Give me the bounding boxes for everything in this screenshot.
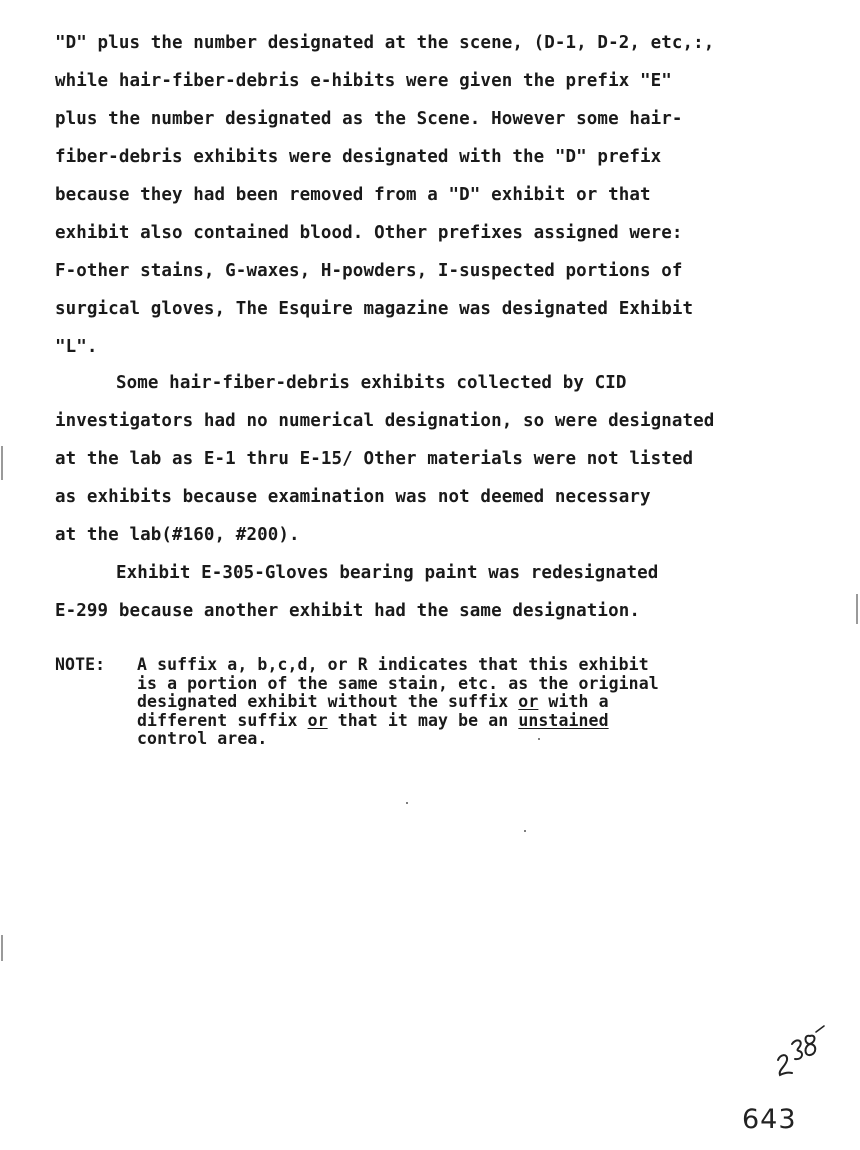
- scan-edge-mark: [856, 594, 858, 624]
- note-line: control area.: [137, 729, 268, 748]
- text-line: "D" plus the number designated at the scene, (D-1, D-2, etc,:,: [55, 33, 715, 53]
- scan-speck: [406, 802, 408, 804]
- text-line: surgical gloves, The Esquire magazine was designated Exhibit: [55, 299, 694, 319]
- note-text: A suffix a, b,c,d, or R indicates that this exhibit: [137, 655, 649, 674]
- note-line: [55, 712, 659, 731]
- note-line: [55, 656, 659, 675]
- note-text: that it may be an: [327, 710, 519, 730]
- note-text: different suffix: [137, 710, 308, 730]
- text-line: F-other stains, G-waxes, H-powders, I-suspected portions of: [55, 261, 683, 281]
- paragraph-cid-exhibits: [55, 364, 714, 554]
- note-text: with a: [538, 692, 609, 711]
- text-line: plus the number designated as the Scene. However some hair-: [55, 109, 683, 129]
- note-label: NOTE:: [55, 655, 106, 674]
- note-line: is a portion of the same stain, etc. as the original: [137, 673, 659, 693]
- text-line: fiber-debris exhibits were designated with the "D" prefix: [55, 147, 662, 167]
- text-line: Exhibit E-305-Gloves bearing paint was redesignated: [116, 563, 659, 583]
- text-line: because they had been removed from a "D" exhibit or that: [55, 185, 651, 205]
- text-line: Some hair-fiber-debris exhibits collected by CID: [116, 373, 627, 393]
- text-line: while hair-fiber-debris e-hibits were given the prefix "E": [55, 71, 672, 91]
- handwritten-page-number-icon: [770, 1020, 830, 1080]
- scan-speck: [524, 830, 526, 832]
- scan-edge-mark: [1, 446, 3, 480]
- paragraph-exhibit-prefixes: [55, 24, 714, 366]
- text-line: exhibit also contained blood. Other prefixes assigned were:: [55, 223, 683, 243]
- text-line: E-299 because another exhibit had the same designation.: [55, 601, 640, 621]
- note-text: designated exhibit without the suffix: [137, 692, 519, 711]
- underlined-word: or: [307, 710, 328, 730]
- text-line: "L".: [55, 337, 98, 357]
- scan-speck: [538, 738, 540, 740]
- text-line: at the lab(#160, #200).: [55, 525, 300, 545]
- page-number: 643: [742, 1104, 797, 1135]
- scan-edge-mark: [1, 935, 3, 961]
- text-line: at the lab as E-1 thru E-15/ Other materials were not listed: [55, 449, 694, 469]
- text-line: investigators had no numerical designation, so were designated: [55, 411, 715, 431]
- note-block: [55, 656, 659, 749]
- underlined-word: unstained: [518, 710, 609, 730]
- note-line: [55, 693, 659, 712]
- paragraph-redesignation: [55, 554, 658, 630]
- underlined-word: or: [518, 692, 539, 711]
- text-line: as exhibits because examination was not deemed necessary: [55, 487, 651, 507]
